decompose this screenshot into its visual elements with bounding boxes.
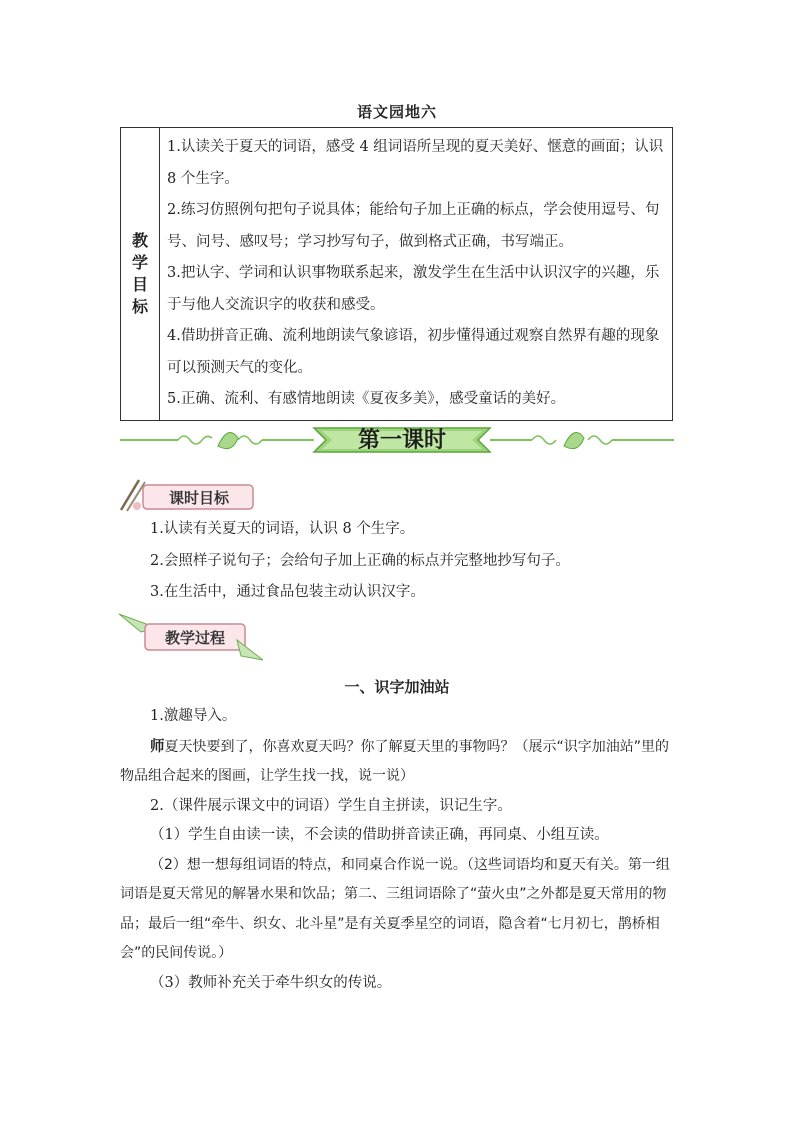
lesson-goals-badge bbox=[117, 476, 257, 514]
goals-label-char: 学 bbox=[131, 252, 148, 272]
teaching-goals-table bbox=[120, 127, 673, 421]
lesson-banner bbox=[118, 420, 676, 460]
leaf-icon bbox=[218, 433, 238, 449]
goal-item: 2.练习仿照例句把句子说具体；能给句子加上正确的标点，学会使用逗号、句号、问号、感叹号；学习抄写句子，做到格式正确，书写端正。 bbox=[167, 202, 660, 250]
goals-label-char: 目 bbox=[131, 274, 148, 294]
goal-item: 4.借助拼音正确、流利地朗读气象谚语，初步懂得通过观察自然界有趣的现象可以预测天气的变化。 bbox=[167, 328, 660, 376]
banner-decoration bbox=[118, 420, 676, 460]
paragraph bbox=[120, 732, 676, 792]
list-item: 1.认读有关夏天的词语，认识 8 个生字。 bbox=[150, 521, 415, 537]
teacher-label: 师 bbox=[150, 737, 165, 755]
process-badge bbox=[117, 610, 267, 662]
list-item: 3.在生活中，通过食品包装主动认识汉字。 bbox=[150, 584, 425, 600]
list-item: 2.会照样子说句子；会给句子加上正确的标点并完整地抄写句子。 bbox=[150, 552, 570, 569]
goals-label bbox=[121, 128, 160, 421]
lesson-goals-list bbox=[120, 514, 676, 609]
banner-text: 第一课时 bbox=[357, 427, 447, 453]
paragraph: （3）教师补充关于牵牛织女的传说。 bbox=[150, 974, 392, 991]
teacher-text: 夏天快要到了，你喜欢夏天吗？你了解夏天里的事物吗？（展示“识字加油站”里的物品组合起来的图画，让学生找一找，说一说） bbox=[120, 738, 670, 784]
goals-label-char: 标 bbox=[131, 296, 148, 316]
goal-item: 5.正确、流利、有感情地朗读《夏夜多美》，感受童话的美好。 bbox=[167, 391, 566, 407]
goal-item: 3.把认字、学词和认识事物联系起来，激发学生在生活中认识汉字的兴趣，乐于与他人交流识字的收获和感受。 bbox=[167, 265, 660, 313]
paragraph: （2）想一想每组词语的特点，和同桌合作说一说。（这些词语均和夏天有关。第一组词语是夏天常见的解暑水果和饮品；第二、三组词语除了“萤火虫”之外都是夏天常用的物品；最后一组“牵牛、织女、北斗星”是有关夏季星空的词语，隐含着“七月初七，鹊桥相会”的民间传说。） bbox=[120, 856, 670, 961]
leaf-icon bbox=[564, 433, 584, 449]
goals-content bbox=[160, 128, 673, 421]
svg-text:课时目标: 课时目标 bbox=[168, 489, 230, 507]
goals-label-char: 教 bbox=[131, 230, 148, 250]
paper-plane-icon bbox=[237, 640, 263, 660]
goal-item: 1.认读关于夏天的词语，感受 4 组词语所呈现的夏天美好、惬意的画面；认识 8 个生字。 bbox=[167, 139, 664, 187]
paragraph: 1.激趣导入。 bbox=[150, 708, 237, 724]
process-body bbox=[120, 702, 676, 998]
paragraph: 2.（课件展示课文中的词语）学生自主拼读，识记生字。 bbox=[150, 797, 512, 814]
svg-text:教学过程: 教学过程 bbox=[164, 629, 226, 647]
paragraph: （1）学生自由读一读，不会读的借助拼音读正确，再同桌、小组互读。 bbox=[150, 827, 609, 843]
section-heading: 一、识字加油站 bbox=[344, 678, 450, 696]
page-title: 语文园地六 bbox=[356, 103, 437, 121]
